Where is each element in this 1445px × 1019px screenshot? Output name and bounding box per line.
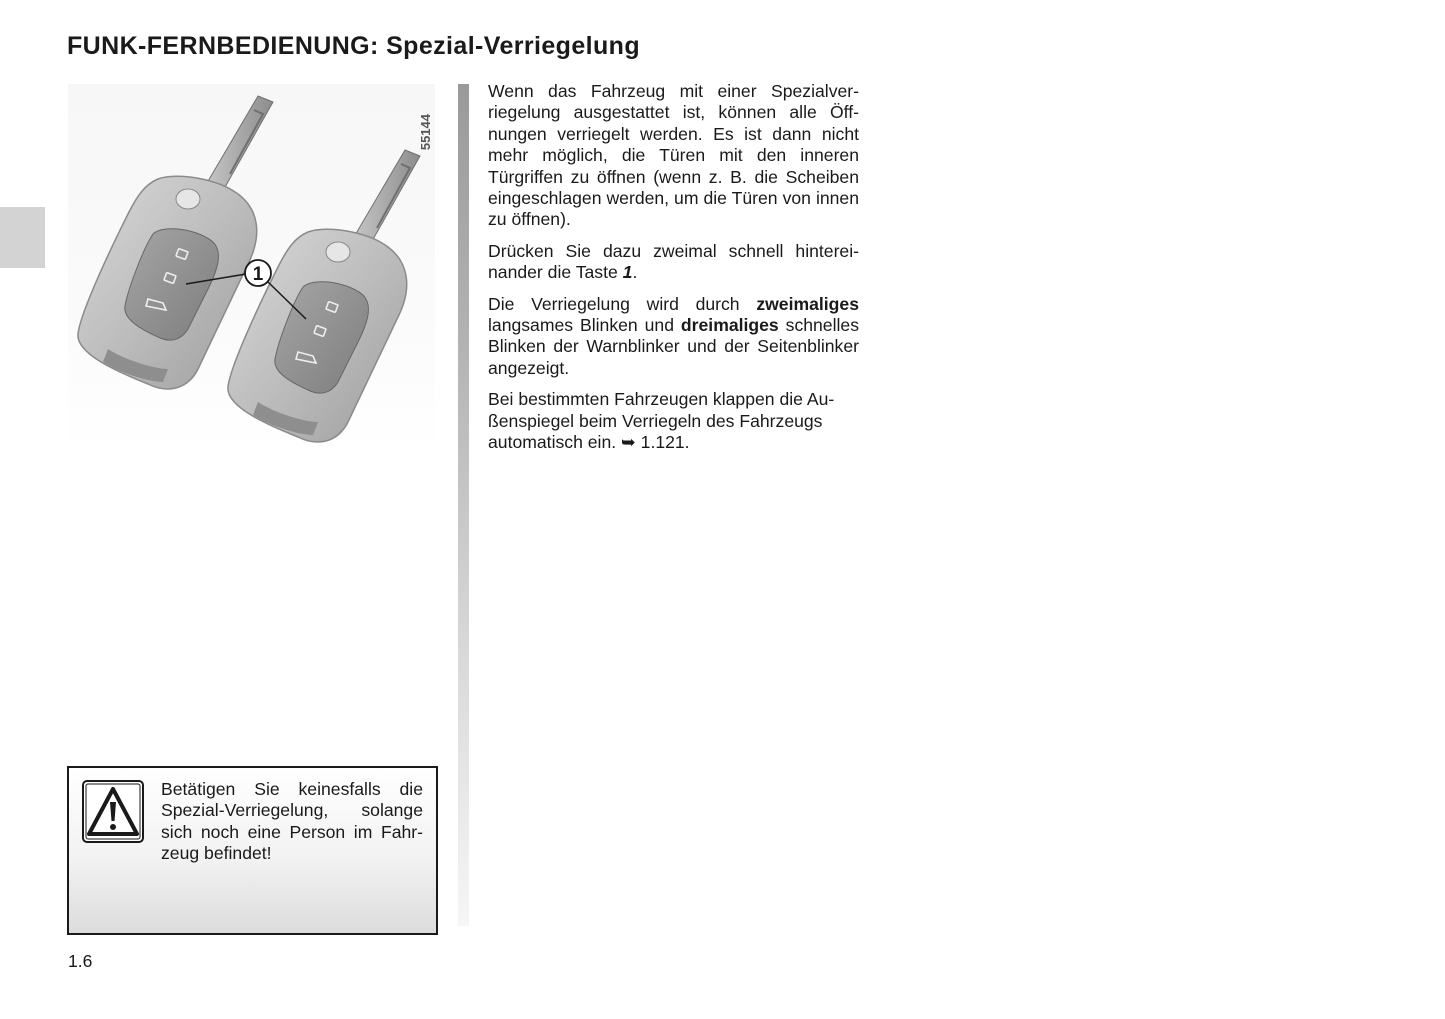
paragraph-2-end: .	[632, 262, 638, 283]
paragraph-2-text: Drücken Sie dazu zweimal schnell hintereinander die Taste	[488, 240, 859, 283]
chapter-tab	[0, 207, 45, 268]
paragraph-4	[488, 389, 859, 453]
paragraph-1: Wenn das Fahrzeug mit einer Spezialverriegelung ausgestattet ist, können alle Öffnungen verriegelt werden. Es ist dann nicht mehr möglich, die Türen mit den inneren Türgriffen zu öffnen (wenn z. B. die Scheiben eingeschlagen werden, um die Türen von innen zu öffnen).	[488, 81, 859, 230]
page-reference-link[interactable]: 1.121.	[635, 432, 690, 453]
body-text	[488, 81, 859, 464]
bold-dreimaliges: dreimaliges	[680, 315, 779, 336]
paragraph-3-text-b: langsames Blinken und	[488, 315, 681, 336]
column-divider-bar	[458, 84, 469, 926]
paragraph-3	[488, 294, 859, 380]
bold-zweimaliges: zweimaliges	[756, 293, 859, 314]
image-reference-number: 55144	[418, 114, 433, 151]
paragraph-2	[488, 241, 859, 284]
paragraph-3-text-c: schnelles Blinken der Warnblinker und der Seitenblinker angezeigt.	[488, 315, 859, 378]
warning-box	[67, 766, 438, 935]
page-title: FUNK-FERNBEDIENUNG: Spezial-Verriegelung	[67, 32, 641, 60]
arrow-reference-icon: ➥	[621, 432, 636, 453]
key-reference: 1	[622, 262, 633, 283]
paragraph-4-text: Bei bestimmten Fahrzeugen klappen die Außenspiegel beim Verriegeln des Fahrzeugs automatisch ein.	[488, 389, 835, 453]
callout-label: 1	[252, 264, 264, 285]
paragraph-3-text-a: Die Verriegelung wird durch	[488, 293, 757, 314]
warning-text: Betätigen Sie keinesfalls die Spezial-Verriegelung, solange sich noch eine Person im Fahrzeug befindet!	[161, 779, 423, 864]
page-number: 1.6	[68, 951, 93, 971]
key-fob-right	[228, 150, 420, 442]
warning-triangle-icon	[82, 780, 144, 843]
key-fob-figure	[68, 84, 435, 454]
